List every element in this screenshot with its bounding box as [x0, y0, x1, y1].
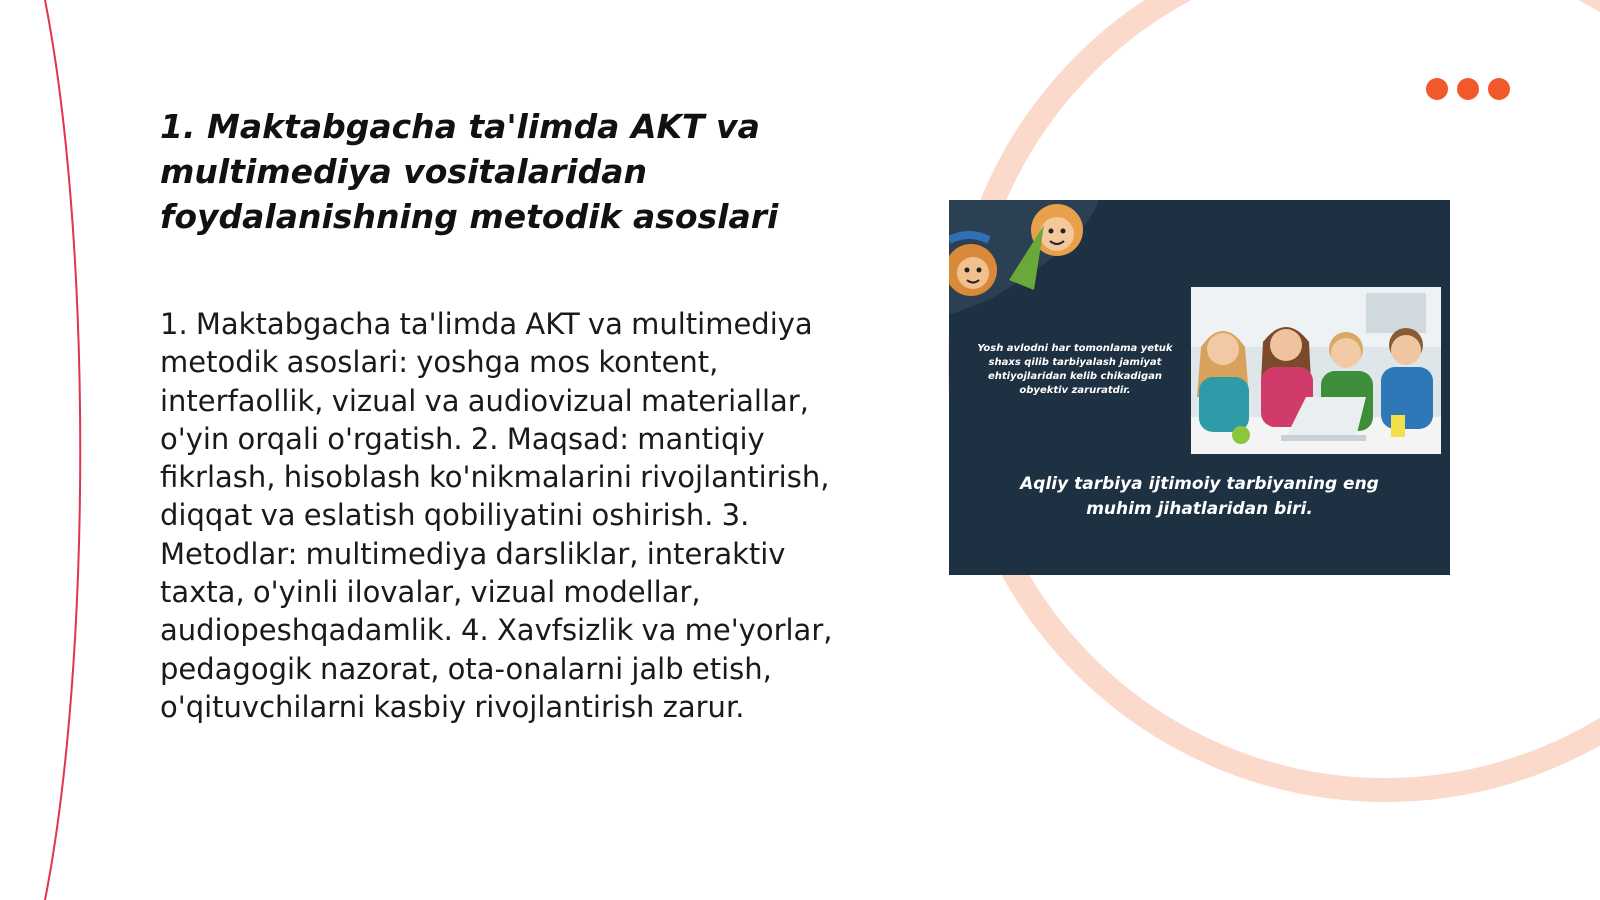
cartoon-kids-illustration: [949, 200, 1109, 320]
dot: [1426, 78, 1448, 100]
slide-body-text: 1. Maktabgacha ta'limda AKT va multimediya metodik asoslari: yoshga mos kontent, interfaollik, vizual va audiovizual materiallar, o'yin orqali o'rgatish. 2. Maqsad: mantiqiy fikrlash, hisoblash ko'nikmalarini rivojlantirish, diqqat va eslatish qobiliyatini oshirish. 3. Metodlar: multimediya darsliklar, interaktiv taxta, o'yinli ilovalar, vizual modellar, audiopeshqadamlik. 4. Xavfsizlik va me'yorlar, pedagogik nazorat, ota-onalarni jalb etish, o'qituvchilarni kasbiy rivojlantirish zarur.: [160, 307, 833, 724]
dot: [1488, 78, 1510, 100]
left-border-line: [45, 0, 80, 900]
image-small-text: Yosh avlodni har tomonlama yetuk shaxs qilib tarbiyalash jamiyat ehtiyojlaridan kelib chikadigan obyektiv zaruratdir.: [977, 343, 1173, 396]
more-dots-icon: [1426, 78, 1510, 100]
image-caption: Aqliy tarbiya ijtimoiy tarbiyaning eng muhim jihatlaridan biri.: [1020, 474, 1379, 519]
dot: [1457, 78, 1479, 100]
slide-title: 1. Maktabgacha ta'limda AKT va multimediya vositalaridan foydalanishning metodik asoslari: [160, 107, 779, 236]
children-photo: [1191, 287, 1441, 454]
slide-image: [949, 200, 1450, 575]
